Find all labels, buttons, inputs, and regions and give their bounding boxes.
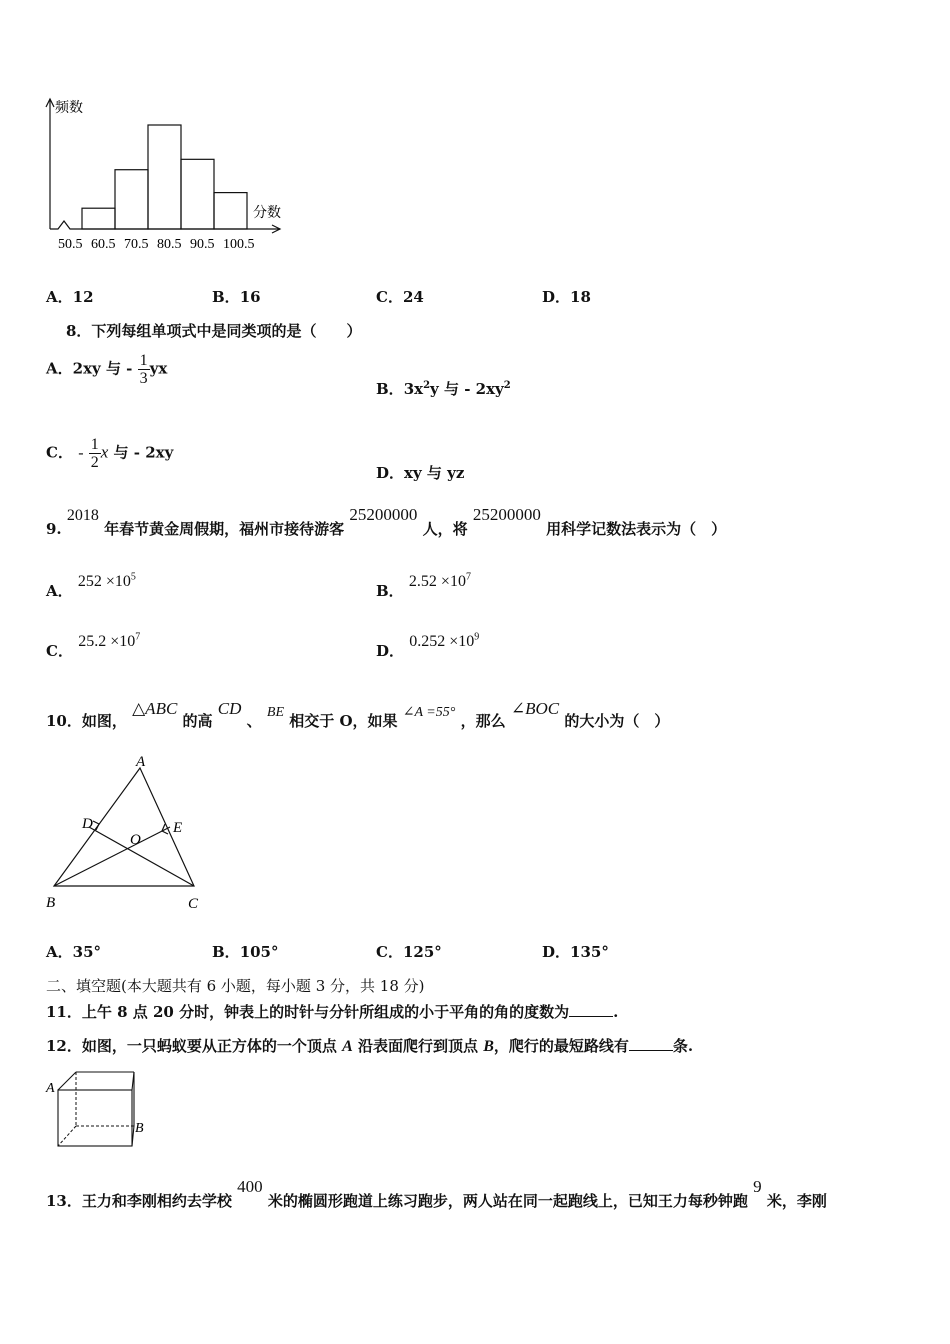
q9-option-c: C． $25.2 \times 10^7$ [46, 631, 141, 660]
histogram-tick-label: 90.5 [190, 237, 215, 252]
q10-stem: 10．如图， △ABC 的高 CD 、 BE 相交于 O，如果 ∠A =55° ，那么 ∠BOC 的大小为（ ） [46, 699, 670, 730]
histogram-bar [82, 208, 115, 229]
label-e: E [173, 820, 183, 836]
q10-option-c: C．125° [376, 943, 442, 961]
histogram-bar [214, 193, 247, 229]
label-a: A [136, 754, 146, 770]
q7-option-a: A．12 [46, 288, 94, 306]
q9-option-a: A． $252 \times 10^5$ [46, 571, 136, 600]
cube-front-face [58, 1090, 132, 1146]
label-b: B [46, 895, 56, 911]
q8-stem: 8．下列每组单项式中是同类项的是（ ） [66, 322, 362, 340]
label-o: O [130, 832, 141, 848]
histogram-tick-label: 100.5 [223, 237, 255, 252]
section-2-heading: 二、填空题(本大题共有 6 小题，每小题 3 分，共 18 分) [46, 977, 425, 995]
q8-option-c: C． - $\frac{1}{2}$ x 与 - 2xy [46, 436, 174, 471]
q13: 13．王力和李刚相约去学校 400 米的椭圆形跑道上练习跑步，两人站在同一起跑线上，已知王力每秒钟跑 9 米，李刚 [46, 1177, 827, 1210]
cube-figure [40, 1068, 160, 1150]
q9-stem: 9. 2018 年春节黄金周假期，福州市接待游客 25200000 人，将 25200000 用科学记数法表示为（ ） [46, 505, 727, 538]
q7-option-c: C．24 [376, 288, 424, 306]
q7-option-d: D．18 [542, 288, 591, 306]
q8-option-b: B．$3x^2y$ 与 - $2xy^2$ [376, 380, 511, 398]
fraction-one-half: $\frac{1}{2}$ [90, 436, 99, 471]
triangle-figure [40, 750, 220, 915]
histogram-bar [115, 170, 148, 229]
histogram-tick-label: 80.5 [157, 237, 182, 252]
histogram-tick-label: 50.5 [58, 237, 83, 252]
histogram-bar [181, 159, 214, 229]
q8-option-a: A．2xy 与 - $\frac{1}{3}$ yx [46, 352, 168, 387]
q9-option-b: B． $2.52 \times 10^7$ [376, 571, 471, 600]
cube-label-b: B [135, 1121, 144, 1136]
q11-answer-blank [569, 1002, 613, 1017]
q11: 11．上午 8 点 20 分时，钟表上的时针与分针所组成的小于平角的角的度数为 . [46, 1003, 619, 1021]
frequency-histogram [40, 95, 300, 260]
q10-option-d: D．135° [542, 943, 609, 961]
q12-answer-blank [629, 1036, 673, 1051]
histogram-bar [148, 125, 181, 229]
histogram-tick-label: 60.5 [91, 237, 116, 252]
q10-option-b: B．105° [212, 943, 279, 961]
label-d: D [82, 816, 93, 832]
q12: 12．如图，一只蚂蚁要从正方体的一个顶点 A 沿表面爬行到顶点 B，爬行的最短路线有 条. [46, 1037, 694, 1055]
x-axis [50, 221, 280, 229]
q10-option-a: A．35° [46, 943, 102, 961]
histogram-tick-label: 70.5 [124, 237, 149, 252]
q9-option-d: D． $0.252 \times 10^9$ [376, 631, 480, 660]
x-axis-label: 分数 [253, 205, 281, 221]
q7-option-b: B．16 [212, 288, 261, 306]
y-axis-label: 频数 [55, 100, 83, 116]
label-c: C [188, 896, 199, 912]
altitude-be [54, 827, 170, 886]
q8-option-d: D．xy 与 yz [376, 464, 465, 482]
fraction-one-third: $\frac{1}{3}$ [139, 352, 148, 387]
cube-label-a: A [46, 1081, 55, 1096]
